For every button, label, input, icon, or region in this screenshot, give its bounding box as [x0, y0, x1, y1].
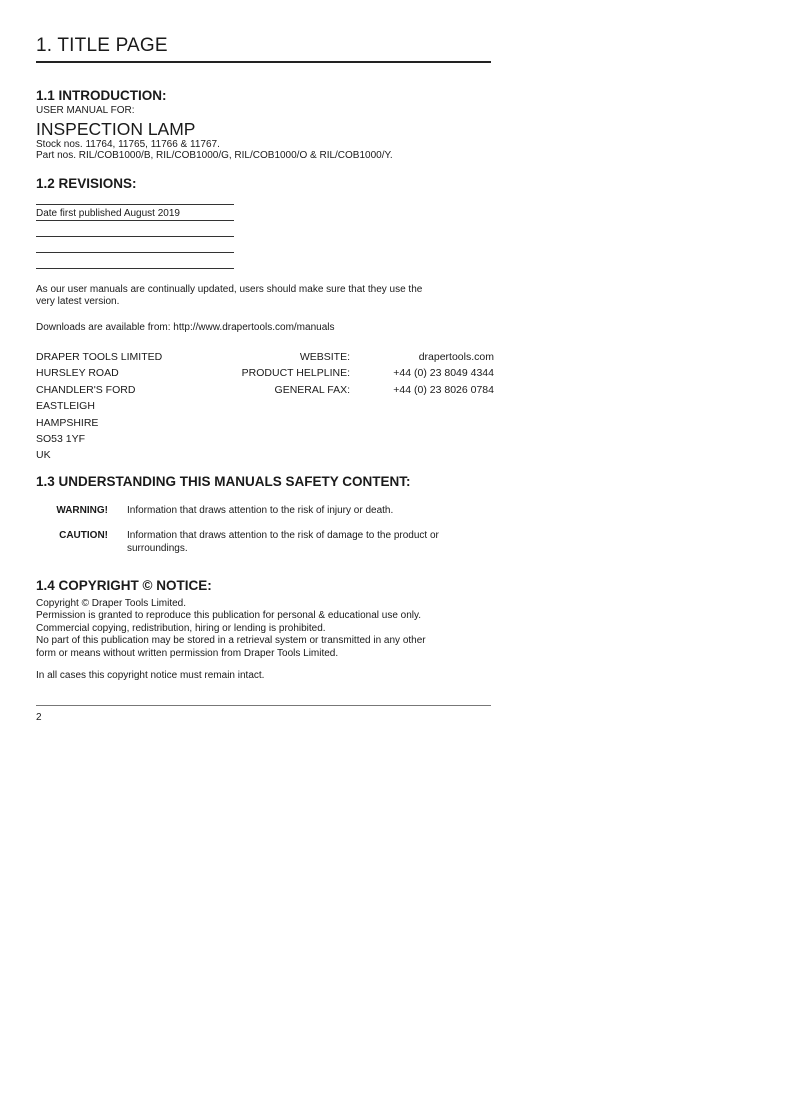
website-value[interactable]: drapertools.com	[418, 351, 494, 363]
revision-rule	[36, 268, 234, 269]
product-name: INSPECTION LAMP	[36, 119, 196, 139]
helpline-label: PRODUCT HELPLINE:	[241, 367, 350, 380]
update-notice-line2: very latest version.	[36, 296, 120, 307]
copyright-heading: 1.4 COPYRIGHT © NOTICE:	[36, 578, 212, 593]
copyright-final-line: In all cases this copyright notice must remain intact.	[36, 670, 265, 682]
page-number: 2	[36, 712, 42, 723]
caution-description-line: Information that draws attention to the risk of damage to the product or	[127, 530, 439, 541]
address-line: SO53 1YF	[36, 433, 86, 446]
copyright-line: Commercial copying, redistribution, hiring or lending is prohibited.	[36, 622, 326, 634]
footer-divider	[36, 705, 491, 706]
company-address	[36, 349, 162, 464]
update-notice-line1: As our user manuals are continually updated, users should make sure that they use the	[36, 284, 423, 295]
revision-entry: Date first published August 2019	[36, 208, 180, 219]
website-label: WEBSITE:	[299, 351, 350, 363]
copyright-line: No part of this publication may be stored in a retrieval system or transmitted in any other	[36, 635, 426, 647]
helpline-value: +44 (0) 23 8049 4344	[393, 367, 494, 380]
downloads-link[interactable]: Downloads are available from: http://www.drapertools.com/manuals	[36, 322, 335, 333]
address-line: CHANDLER'S FORD	[36, 383, 136, 396]
contact-values	[364, 349, 494, 398]
caution-description-line: surroundings.	[127, 542, 188, 554]
contact-labels	[190, 349, 350, 398]
part-numbers: Part nos. RIL/COB1000/B, RIL/COB1000/G, RIL/COB1000/O & RIL/COB1000/Y.	[36, 150, 393, 161]
copyright-text	[36, 598, 492, 682]
title-divider	[36, 61, 491, 63]
caution-description	[127, 530, 487, 555]
revision-rule	[36, 220, 234, 221]
caution-label: CAUTION!	[59, 530, 108, 541]
stock-numbers: Stock nos. 11764, 11765, 11766 & 11767.	[36, 139, 220, 150]
warning-label: WARNING!	[56, 505, 108, 516]
revision-rule-top	[36, 204, 234, 205]
fax-label: GENERAL FAX:	[274, 383, 350, 396]
safety-heading: 1.3 UNDERSTANDING THIS MANUALS SAFETY CONTENT:	[36, 474, 411, 489]
address-line: EASTLEIGH	[36, 400, 95, 413]
fax-value: +44 (0) 23 8026 0784	[393, 383, 494, 396]
revisions-heading: 1.2 REVISIONS:	[36, 176, 137, 191]
revision-rule	[36, 252, 234, 253]
warning-description: Information that draws attention to the risk of injury or death.	[127, 505, 394, 516]
copyright-line: Copyright © Draper Tools Limited.	[36, 598, 187, 609]
address-line: DRAPER TOOLS LIMITED	[36, 351, 163, 363]
revision-rule	[36, 236, 234, 237]
address-line: UK	[36, 449, 51, 462]
address-line: HAMPSHIRE	[36, 416, 99, 429]
copyright-line: Permission is granted to reproduce this publication for personal & educational use only.	[36, 610, 422, 622]
spacer	[36, 660, 492, 670]
page-title: 1. TITLE PAGE	[36, 35, 168, 56]
address-line: HURSLEY ROAD	[36, 367, 119, 380]
user-manual-for-label: USER MANUAL FOR:	[36, 105, 135, 116]
introduction-heading: 1.1 INTRODUCTION:	[36, 88, 167, 103]
copyright-line: form or means without written permission from Draper Tools Limited.	[36, 647, 339, 659]
